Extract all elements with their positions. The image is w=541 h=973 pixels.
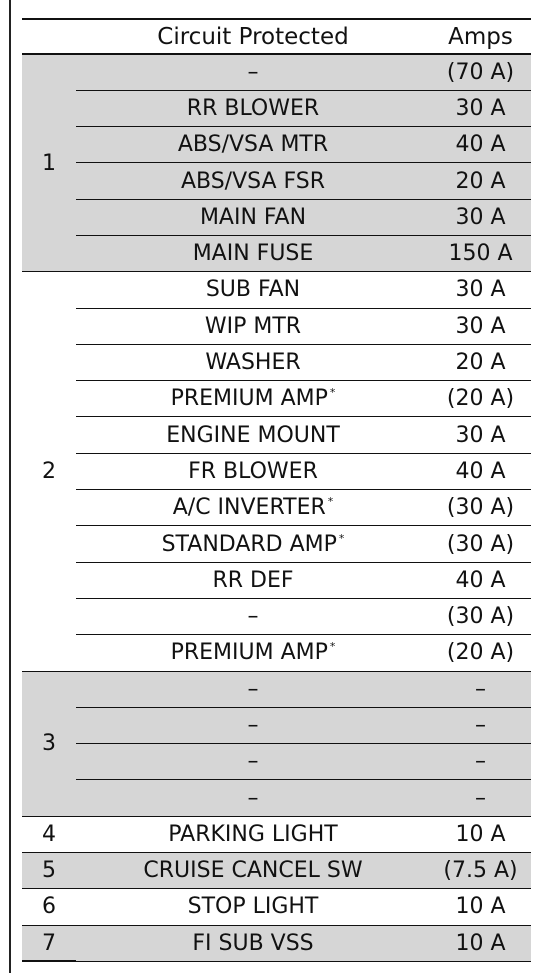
asterisk-mark: * bbox=[327, 495, 334, 509]
circuit-name: RR BLOWER bbox=[186, 95, 320, 121]
header-circuit-protected: Circuit Protected bbox=[76, 19, 430, 54]
amps-cell: 150 A bbox=[430, 235, 531, 271]
fuse-number: 3 bbox=[22, 671, 76, 816]
amps-cell: 30 A bbox=[430, 417, 531, 453]
circuit-protected-cell bbox=[76, 199, 430, 235]
circuit-name: RR DEF bbox=[212, 567, 294, 593]
table-row bbox=[22, 635, 531, 671]
circuit-protected-cell bbox=[76, 90, 430, 126]
left-margin-rule bbox=[9, 0, 11, 973]
fuse-number: 7 bbox=[22, 925, 76, 961]
circuit-name: FI SUB VSS bbox=[192, 930, 314, 956]
fuse-number: 4 bbox=[22, 816, 76, 852]
circuit-protected-cell bbox=[76, 635, 430, 671]
circuit-name: STOP LIGHT bbox=[187, 894, 319, 920]
table-row bbox=[22, 526, 531, 562]
table-row bbox=[22, 272, 531, 308]
circuit-name: ABS/VSA MTR bbox=[177, 132, 329, 158]
circuit-protected-cell bbox=[76, 744, 430, 780]
amps-cell: – bbox=[430, 671, 531, 707]
circuit-name: – bbox=[247, 749, 259, 775]
amps-cell: 10 A bbox=[430, 816, 531, 852]
amps-cell: – bbox=[430, 780, 531, 816]
table-row bbox=[22, 163, 531, 199]
circuit-name: – bbox=[247, 785, 259, 811]
circuit-name: – bbox=[247, 712, 259, 738]
amps-cell: 40 A bbox=[430, 562, 531, 598]
header-amps: Amps bbox=[430, 19, 531, 54]
circuit-name: – bbox=[247, 604, 259, 630]
amps-cell: (7.5 A) bbox=[430, 853, 531, 889]
fuse-table bbox=[22, 18, 531, 962]
amps-cell: (70 A) bbox=[430, 54, 531, 90]
circuit-protected-cell bbox=[76, 381, 430, 417]
circuit-name: WASHER bbox=[205, 350, 301, 376]
amps-cell: – bbox=[430, 744, 531, 780]
fuse-number: 1 bbox=[22, 54, 76, 272]
circuit-name: FR BLOWER bbox=[188, 458, 318, 484]
header-number bbox=[22, 19, 76, 54]
circuit-protected-cell bbox=[76, 925, 430, 961]
circuit-name: – bbox=[247, 676, 259, 702]
asterisk-mark: * bbox=[338, 531, 345, 545]
circuit-name: WIP MTR bbox=[204, 313, 302, 339]
amps-cell: 10 A bbox=[430, 925, 531, 961]
circuit-protected-cell bbox=[76, 344, 430, 380]
amps-cell: 10 A bbox=[430, 889, 531, 925]
table-row bbox=[22, 381, 531, 417]
table-row bbox=[22, 780, 531, 816]
circuit-name: PARKING LIGHT bbox=[168, 821, 338, 847]
table-row bbox=[22, 671, 531, 707]
circuit-protected-cell bbox=[76, 127, 430, 163]
amps-cell: – bbox=[430, 707, 531, 743]
table-row bbox=[22, 562, 531, 598]
circuit-name: A/C INVERTER bbox=[172, 495, 326, 521]
table-row bbox=[22, 344, 531, 380]
table-row bbox=[22, 598, 531, 634]
table-row bbox=[22, 308, 531, 344]
amps-cell: (20 A) bbox=[430, 381, 531, 417]
circuit-name: MAIN FUSE bbox=[192, 241, 314, 267]
amps-cell: 20 A bbox=[430, 344, 531, 380]
circuit-name: STANDARD AMP bbox=[161, 531, 337, 557]
circuit-protected-cell bbox=[76, 562, 430, 598]
table-row bbox=[22, 707, 531, 743]
circuit-name: ENGINE MOUNT bbox=[166, 422, 340, 448]
table-row bbox=[22, 127, 531, 163]
table-row bbox=[22, 235, 531, 271]
table-row bbox=[22, 853, 531, 889]
amps-cell: (30 A) bbox=[430, 526, 531, 562]
fuse-number: 6 bbox=[22, 889, 76, 925]
table-row bbox=[22, 90, 531, 126]
table-row bbox=[22, 816, 531, 852]
circuit-protected-cell bbox=[76, 308, 430, 344]
circuit-protected-cell bbox=[76, 54, 430, 90]
amps-cell: (30 A) bbox=[430, 598, 531, 634]
circuit-name: SUB FAN bbox=[205, 277, 301, 303]
circuit-protected-cell bbox=[76, 453, 430, 489]
amps-cell: 30 A bbox=[430, 90, 531, 126]
amps-cell: (20 A) bbox=[430, 635, 531, 671]
table-row bbox=[22, 54, 531, 90]
asterisk-mark: * bbox=[329, 640, 336, 654]
circuit-name: ABS/VSA FSR bbox=[180, 168, 326, 194]
amps-cell: 30 A bbox=[430, 199, 531, 235]
circuit-name: – bbox=[247, 59, 259, 85]
table-header-row bbox=[22, 19, 531, 54]
circuit-name: PREMIUM AMP bbox=[170, 640, 328, 666]
circuit-protected-cell bbox=[76, 816, 430, 852]
fuse-number: 2 bbox=[22, 272, 76, 671]
amps-cell: 40 A bbox=[430, 127, 531, 163]
circuit-name: MAIN FAN bbox=[199, 204, 307, 230]
amps-cell: 40 A bbox=[430, 453, 531, 489]
amps-cell: 30 A bbox=[430, 272, 531, 308]
circuit-protected-cell bbox=[76, 889, 430, 925]
fuse-table-body bbox=[22, 54, 531, 961]
table-row bbox=[22, 417, 531, 453]
fuse-number: 5 bbox=[22, 853, 76, 889]
amps-cell: 30 A bbox=[430, 308, 531, 344]
asterisk-mark: * bbox=[329, 386, 336, 400]
circuit-protected-cell bbox=[76, 163, 430, 199]
circuit-protected-cell bbox=[76, 598, 430, 634]
table-row bbox=[22, 889, 531, 925]
circuit-protected-cell bbox=[76, 853, 430, 889]
table-row bbox=[22, 453, 531, 489]
circuit-protected-cell bbox=[76, 780, 430, 816]
circuit-protected-cell bbox=[76, 235, 430, 271]
circuit-protected-cell bbox=[76, 707, 430, 743]
amps-cell: 20 A bbox=[430, 163, 531, 199]
circuit-name: PREMIUM AMP bbox=[170, 386, 328, 412]
circuit-protected-cell bbox=[76, 272, 430, 308]
table-row bbox=[22, 925, 531, 961]
table-row bbox=[22, 199, 531, 235]
circuit-protected-cell bbox=[76, 526, 430, 562]
circuit-protected-cell bbox=[76, 490, 430, 526]
table-row bbox=[22, 490, 531, 526]
circuit-name: CRUISE CANCEL SW bbox=[143, 858, 363, 884]
table-row bbox=[22, 744, 531, 780]
amps-cell: (30 A) bbox=[430, 490, 531, 526]
circuit-protected-cell bbox=[76, 417, 430, 453]
circuit-protected-cell bbox=[76, 671, 430, 707]
